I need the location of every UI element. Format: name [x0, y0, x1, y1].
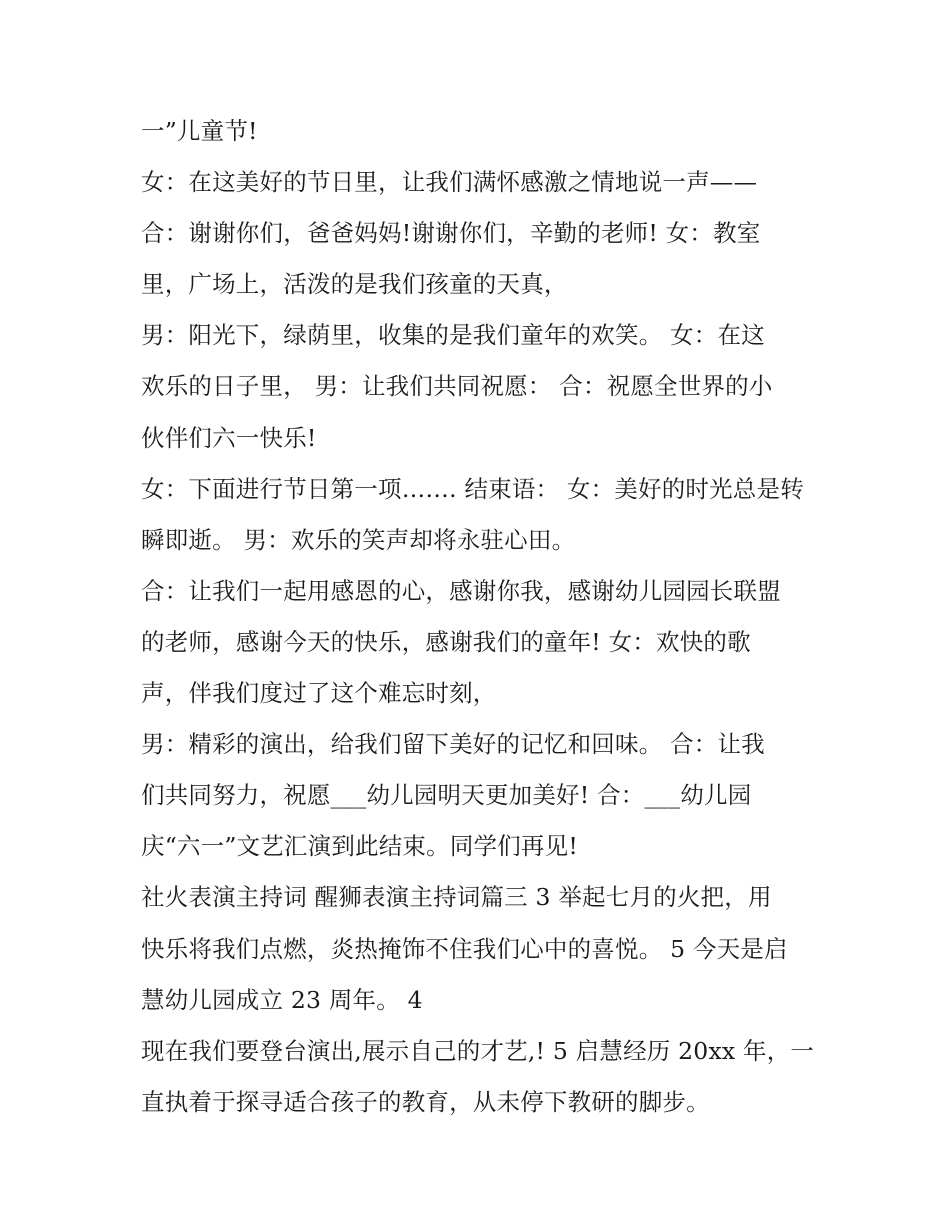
text-line: 瞬即逝。 男：欢乐的笑声却将永驻心田。 — [141, 525, 576, 554]
text-line: 一”儿童节! — [141, 117, 258, 145]
text-line: 合：谢谢你们，爸爸妈妈!谢谢你们，辛勤的老师! 女：教室 — [141, 219, 761, 248]
text-line: 女：下面进行节日第一项……. 结束语： 女：美好的时光总是转 — [141, 474, 804, 503]
text-line: 慧幼儿园成立 23 周年。 4 — [141, 985, 423, 1014]
text-line: 们共同努力，祝愿___幼儿园明天更加美好! 合：___幼儿园 — [141, 781, 752, 810]
text-line: 合：让我们一起用感恩的心，感谢你我，感谢幼儿园园长联盟 — [141, 576, 781, 605]
text-line: 庆“六一”文艺汇演到此结束。同学们再见! — [141, 832, 578, 861]
text-line: 声，伴我们度过了这个难忘时刻， — [141, 679, 497, 708]
text-line: 女：在这美好的节日里，让我们满怀感激之情地说一声—— — [141, 168, 758, 197]
text-line: 直执着于探寻适合孩子的教育，从未停下教研的脚步。 — [141, 1087, 710, 1116]
text-line: 的老师，感谢今天的快乐，感谢我们的童年! 女：欢快的歌 — [141, 627, 751, 656]
text-line: 里，广场上，活泼的是我们孩童的天真， — [141, 270, 568, 299]
text-line: 快乐将我们点燃，炎热掩饰不住我们心中的喜悦。 5 今天是启 — [141, 934, 788, 963]
text-line: 现在我们要登台演出,展示自己的才艺,! 5 启慧经历 20xx 年，一 — [141, 1036, 815, 1065]
text-line: 男：阳光下，绿荫里，收集的是我们童年的欢笑。 女：在这 — [141, 321, 765, 350]
document-body — [141, 106, 821, 1128]
text-line: 伙伴们六一快乐! — [141, 423, 317, 452]
text-line: 男：精彩的演出，给我们留下美好的记忆和回味。 合：让我 — [141, 730, 765, 759]
text-line: 欢乐的日子里， 男：让我们共同祝愿： 合：祝愿全世界的小 — [141, 372, 773, 401]
text-line: 社火表演主持词 醒狮表演主持词篇三 3 举起七月的火把，用 — [141, 883, 772, 912]
